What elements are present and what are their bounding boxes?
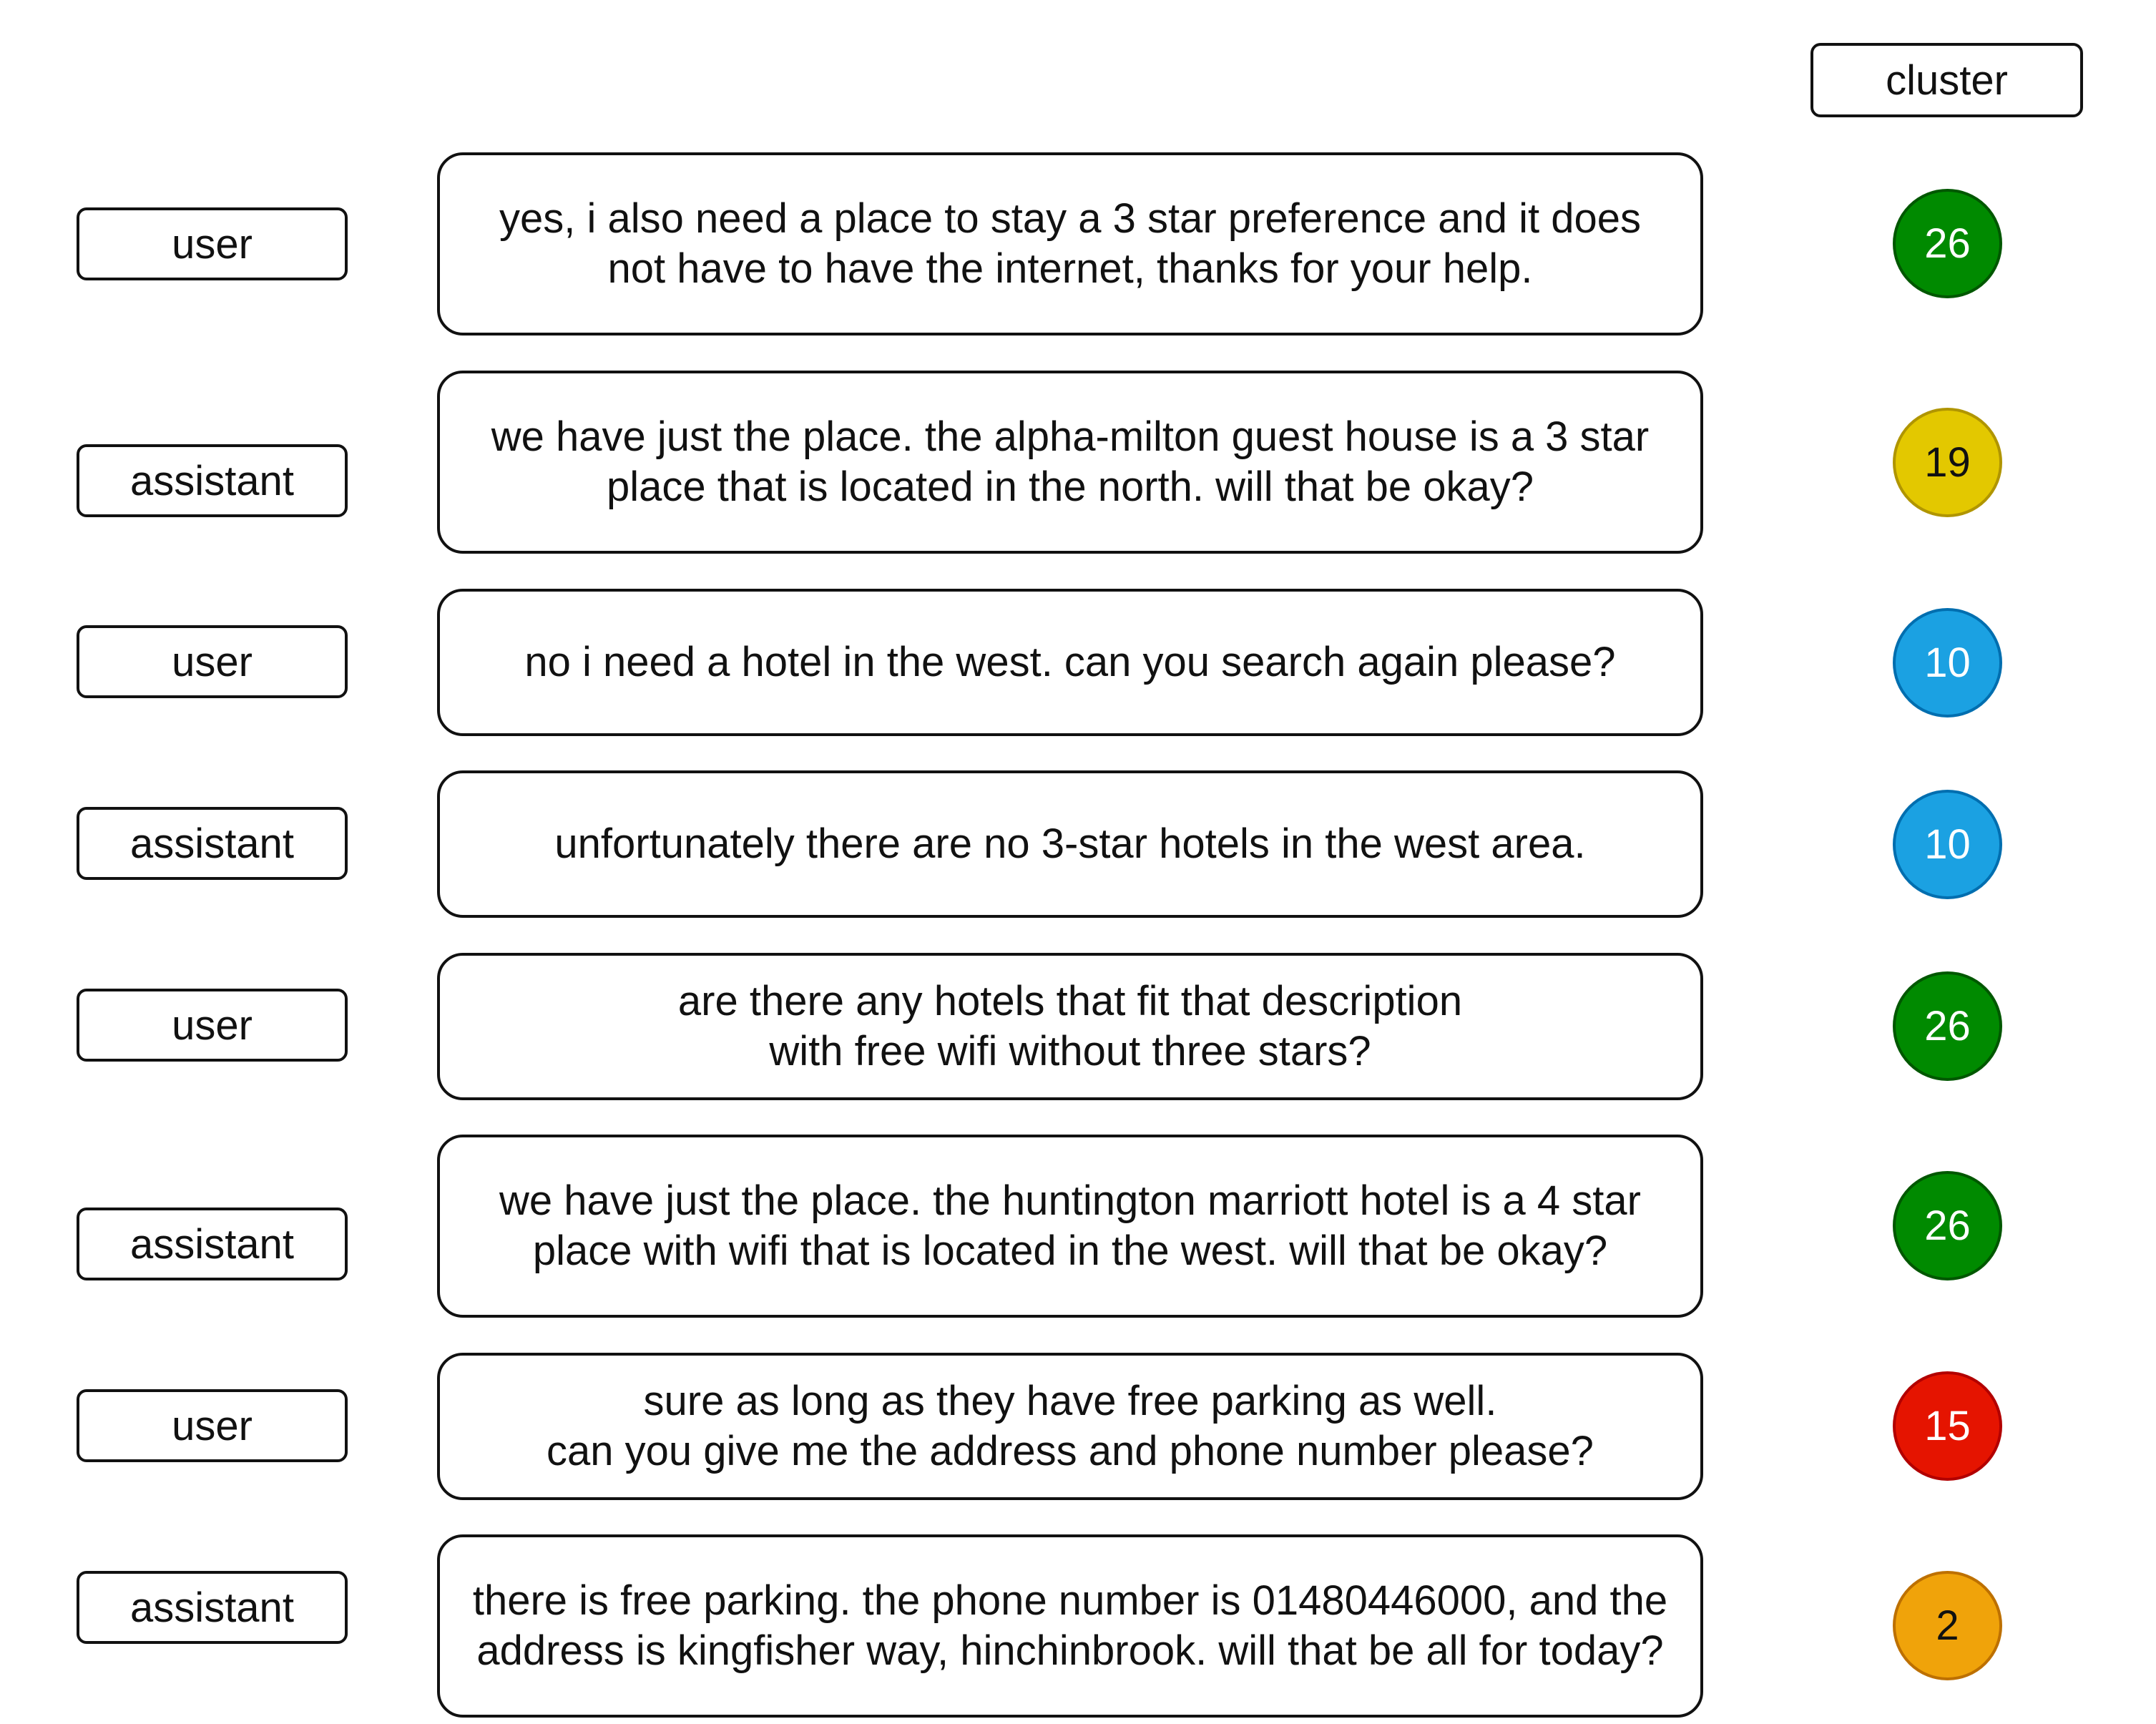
message-text: there is free parking. the phone number is 01480446000, and the address is kingfisher way, hinchinbrook. will that be all for today? <box>472 1577 1668 1674</box>
role-label-text: user <box>172 1001 253 1049</box>
cluster-number: 26 <box>1924 220 1971 267</box>
role-label-assistant <box>77 1571 348 1644</box>
message-box <box>437 371 1703 554</box>
message-text: no i need a hotel in the west. can you search again please? <box>524 639 1616 685</box>
role-label-text: assistant <box>130 1220 294 1268</box>
role-label-user <box>77 1389 348 1462</box>
role-label-text: assistant <box>130 1584 294 1631</box>
message-text: unfortunately there are no 3-star hotels in the west area. <box>554 821 1586 867</box>
message-text: we have just the place. the huntington marriott hotel is a 4 star place with wifi that is located in the west. will that be okay? <box>499 1177 1641 1274</box>
cluster-badge <box>1893 1371 2002 1481</box>
role-label-text: user <box>172 638 253 685</box>
cluster-number: 26 <box>1924 1003 1971 1049</box>
role-label-text: assistant <box>130 457 294 504</box>
message-text: we have just the place. the alpha-milton guest house is a 3 star place that is located in the north. will that be okay? <box>491 413 1650 510</box>
message-box <box>437 1135 1703 1318</box>
cluster-number: 19 <box>1924 439 1971 486</box>
message-text: sure as long as they have free parking as well. can you give me the address and phone number please? <box>547 1378 1594 1474</box>
cluster-number: 26 <box>1924 1203 1971 1249</box>
cluster-number: 10 <box>1924 821 1971 868</box>
cluster-badge <box>1893 1171 2002 1280</box>
message-box <box>437 152 1703 336</box>
role-label-assistant <box>77 807 348 880</box>
role-label-user <box>77 989 348 1062</box>
message-box <box>437 589 1703 736</box>
role-label-assistant <box>77 1208 348 1280</box>
role-label-text: user <box>172 220 253 268</box>
cluster-header-label: cluster <box>1886 57 2008 104</box>
role-label-text: user <box>172 1402 253 1449</box>
role-label-user <box>77 207 348 280</box>
cluster-badge <box>1893 790 2002 899</box>
cluster-badge <box>1893 1571 2002 1680</box>
cluster-badge <box>1893 971 2002 1081</box>
role-label-assistant <box>77 444 348 517</box>
role-label-text: assistant <box>130 820 294 867</box>
message-box <box>437 1353 1703 1500</box>
message-text: are there any hotels that fit that description with free wifi without three stars? <box>677 978 1463 1074</box>
cluster-badge <box>1893 408 2002 517</box>
cluster-number: 2 <box>1936 1602 1959 1649</box>
message-box <box>437 770 1703 918</box>
cluster-number: 15 <box>1924 1403 1971 1449</box>
cluster-header <box>1810 43 2083 117</box>
message-text: yes, i also need a place to stay a 3 star preference and it does not have to have the internet, thanks for your help. <box>499 195 1641 292</box>
role-label-user <box>77 625 348 698</box>
message-box <box>437 1534 1703 1718</box>
cluster-badge <box>1893 608 2002 717</box>
message-box <box>437 953 1703 1100</box>
cluster-number: 10 <box>1924 640 1971 686</box>
cluster-badge <box>1893 189 2002 298</box>
